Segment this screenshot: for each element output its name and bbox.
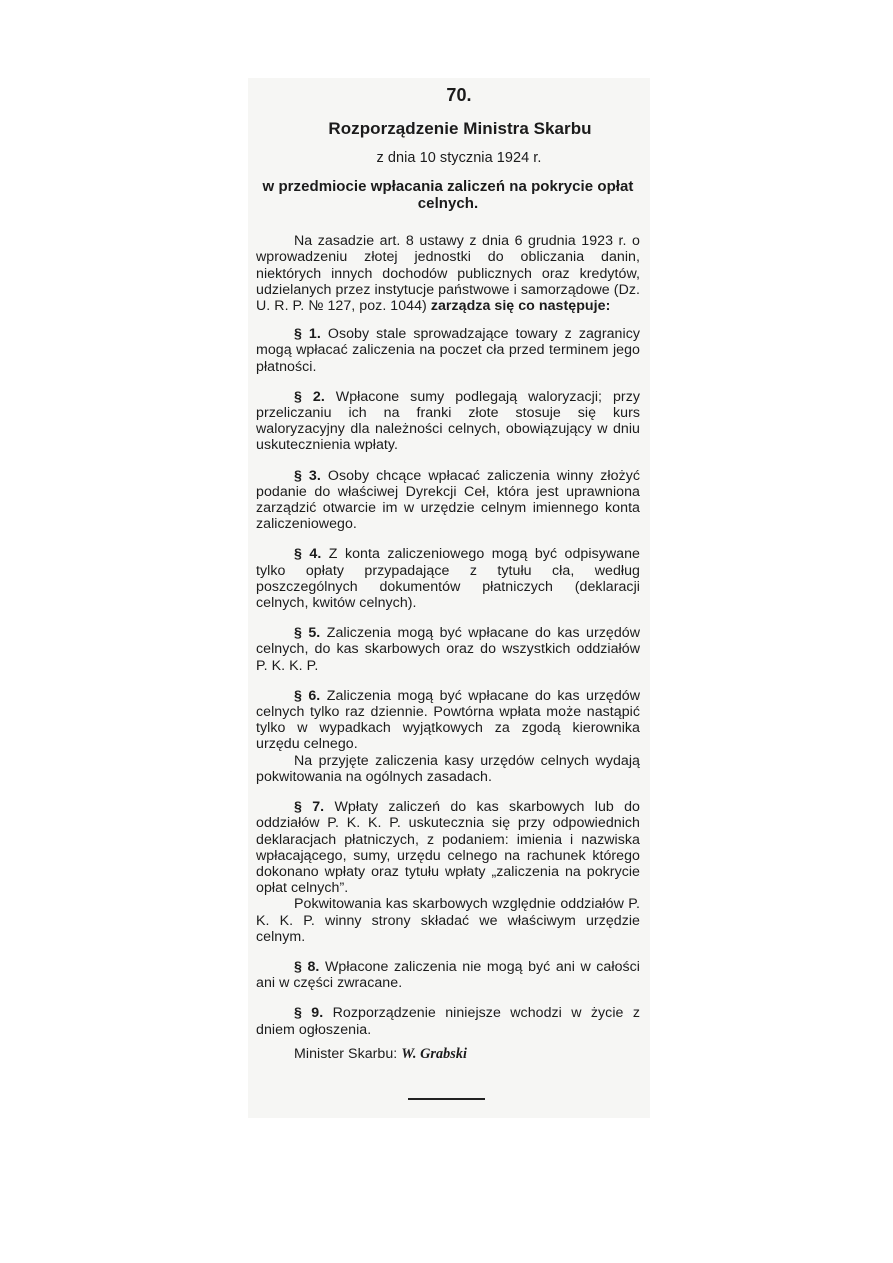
section-5 [256,625,640,674]
section-number: § 7. [294,799,325,816]
page-number: 70. [446,85,472,105]
section-4 [256,546,640,611]
section-text: Wpłacone sumy podlegają waloryzacji; przy przeliczaniu ich na franki złote stosuje się kurs waloryzacyjny dla należności celnych, obowiązujący w dniu uskutecznienia wpłaty. [256,388,640,454]
section-text: Zaliczenia mogą być wpłacane do kas urzędów celnych, do kas skarbowych oraz do wszystkich oddziałów P. K. K. P. [256,625,640,674]
section-text: Rozporządzenie niniejsze wchodzi w życie z dniem ogłoszenia. [256,1005,640,1038]
section-7-continuation: Pokwitowania kas skarbowych względnie oddziałów P. K. K. P. winny strony składać we właściwym urzędzie celnym. [256,896,640,945]
document-date: z dnia 10 stycznia 1924 r. [376,150,542,166]
intro-bold-tail: zarządza się co następuje: [430,298,611,315]
section-7 [256,799,640,896]
section-text: Wpłaty zaliczeń do kas skarbowych lub do oddziałów P. K. K. P. uskutecznia się przy odpowiednich deklaracjach płatniczych, z podaniem: imienia i nazwiska wpłacającego, sumy, urzędu celnego na rachunek którego dokonano wpłaty oraz tytułu wpłaty „zaliczenia na pokrycie opłat celnych”. [256,799,640,897]
section-3 [256,468,640,533]
signature-line [294,1046,640,1062]
section-6 [256,688,640,753]
section-number: § 1. [294,326,321,343]
section-number: § 3. [294,467,321,484]
intro-paragraph [256,233,640,314]
section-number: § 9. [294,1005,324,1022]
document-subject: w przedmiocie wpłacania zaliczeń na pokrycie opłat celnych. [262,178,634,213]
signature-name: W. Grabski [401,1045,467,1062]
section-number: § 6. [294,687,321,704]
section-6-continuation: Na przyjęte zaliczenia kasy urzędów celnych wydają pokwitowania na ogólnych zasadach. [256,752,640,785]
section-text: Wpłacone zaliczenia nie mogą być ani w całości ani w części zwracane. [256,958,640,992]
section-text: Z konta zaliczeniowego mogą być odpisywane tylko opłaty przypadające z tytułu cła, według poszczególnych dokumentów płatniczych (deklaracji celnych, kwitów celnych). [256,546,640,612]
section-8 [256,959,640,991]
section-text: Zaliczenia mogą być wpłacane do kas urzędów celnych tylko raz dziennie. Powtórna wpłata może nastąpić tylko w wypadkach wyjątkowych za zgodą kierownika urzędu celnego. [256,687,640,753]
section-text: Osoby chcące wpłacać zaliczenia winny złożyć podanie do właściwej Dyrekcji Ceł, która jest uprawniona zarządzić otwarcie im w urzędzie celnym imiennego konta zaliczeniowego. [256,467,640,533]
section-number: § 8. [294,958,320,975]
section-2 [256,389,640,454]
intro-text: Na zasadzie art. 8 ustawy z dnia 6 grudnia 1923 r. o wprowadzeniu złotej jednostki do obliczania danin, niektórych innych dochodów publicznych oraz kredytów, udzielanych przez instytucje państwowe i samorządowe (Dz. U. R. P. № 127, poz. 1044) [256,233,640,315]
section-number: § 4. [294,546,322,563]
section-text: Osoby stale sprowadzające towary z zagranicy mogą wpłacać zaliczenia na poczet cła przed terminem jego płatności. [256,326,640,375]
section-number: § 2. [294,388,325,405]
section-number: § 5. [294,625,321,642]
section-1 [256,326,640,375]
document-page [256,84,640,1062]
signature-label: Minister Skarbu: [294,1045,398,1062]
section-9 [256,1005,640,1037]
closing-divider [408,1098,485,1100]
document-title: Rozporządzenie Ministra Skarbu [328,119,592,138]
